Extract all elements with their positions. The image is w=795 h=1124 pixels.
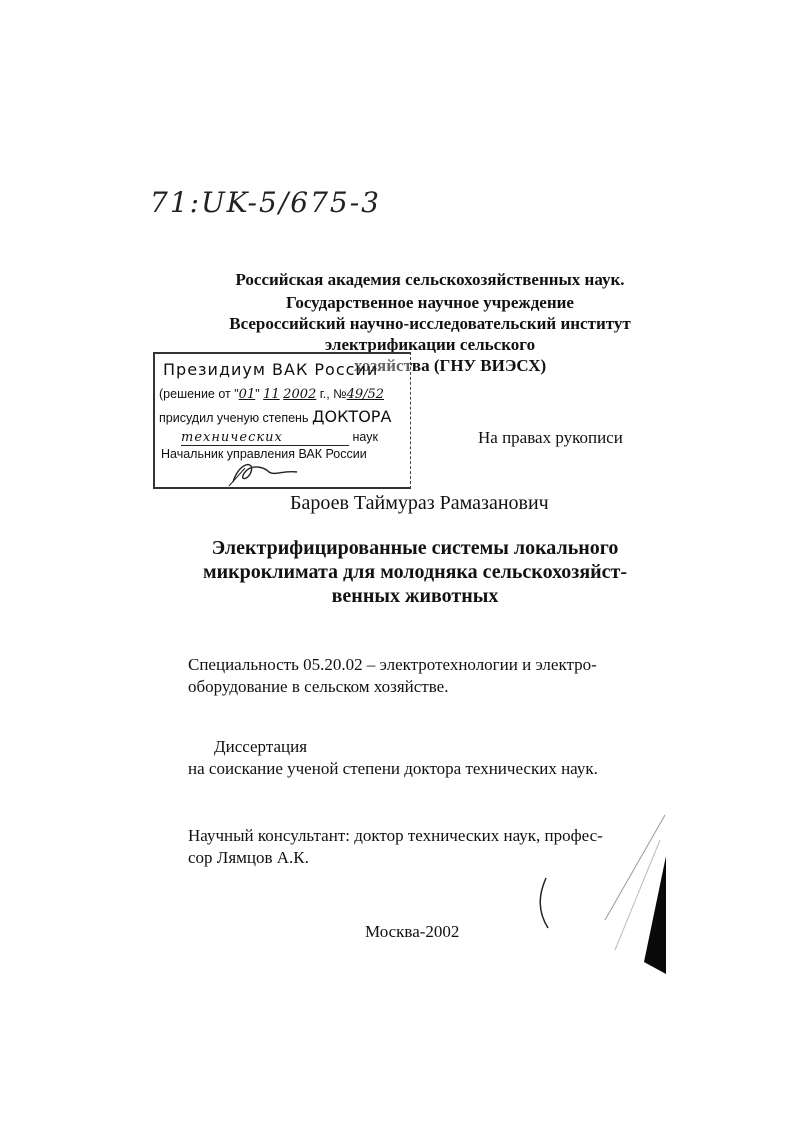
org-line-1: Российская академия сельскохозяйственных наук. xyxy=(235,270,625,289)
stamp-decision-mid2: г., № xyxy=(316,387,347,401)
stamp-awarded-line xyxy=(159,407,391,426)
stamp-field-handwritten: технических xyxy=(181,430,349,446)
stamp-title: Президиум ВАК России xyxy=(163,360,379,379)
stamp-decision-number: 49/52 xyxy=(346,387,385,402)
stamp-awarded-text: присудил ученую степень xyxy=(159,411,309,425)
stamp-decision-day: 01 xyxy=(238,387,256,402)
stamp-decision-line xyxy=(159,387,384,402)
stamp-decision-prefix: (решение от " xyxy=(159,387,239,401)
stamp-signature-icon xyxy=(225,458,305,488)
manuscript-rights: На правах рукописи xyxy=(478,428,623,447)
title-line-2: микроклимата для молодняка сельскохозяйст- xyxy=(202,561,628,583)
author-name: Бароев Таймураз Рамазанович xyxy=(290,492,549,514)
city-year: Москва-2002 xyxy=(365,922,460,941)
org-line-3: Всероссийский научно-исследовательский институт xyxy=(229,314,631,333)
org-line-5: хозяйства (ГНУ ВИЭСХ) xyxy=(353,356,547,375)
org-line-2: Государственное научное учреждение xyxy=(286,293,574,312)
org-line-4: электрификации сельского xyxy=(324,335,536,354)
consultant-line-2: сор Лямцов А.К. xyxy=(188,848,309,867)
dissertation-purpose: на соискание ученой степени доктора технических наук. xyxy=(188,759,598,778)
stamp-decision-mid1: " xyxy=(255,387,264,401)
consultant-line-1: Научный консультант: доктор технических наук, профес- xyxy=(188,826,603,845)
stamp-field-line xyxy=(181,430,378,446)
title-line-3: венных животных xyxy=(331,585,499,607)
stamp-decision-month: 11 xyxy=(263,387,280,402)
dissertation-label: Диссертация xyxy=(214,737,308,756)
stamp-field-suffix: наук xyxy=(352,430,378,444)
stamp-chief-line: Начальник управления ВАК России xyxy=(161,447,367,461)
specialty-line-2: оборудование в сельском хозяйстве. xyxy=(188,677,449,696)
stamp-decision-year: 2002 xyxy=(283,387,317,402)
specialty-line-1: Специальность 05.20.02 – электротехнологии и электро- xyxy=(188,655,597,674)
vak-stamp xyxy=(153,352,411,489)
scan-artifact-icon xyxy=(520,800,670,980)
stamp-degree: ДОКТОРА xyxy=(311,407,392,426)
title-line-1: Электрифицированные системы локального xyxy=(211,537,619,559)
handwritten-catalog-code: 71:UK-5/675-3 xyxy=(150,186,381,219)
